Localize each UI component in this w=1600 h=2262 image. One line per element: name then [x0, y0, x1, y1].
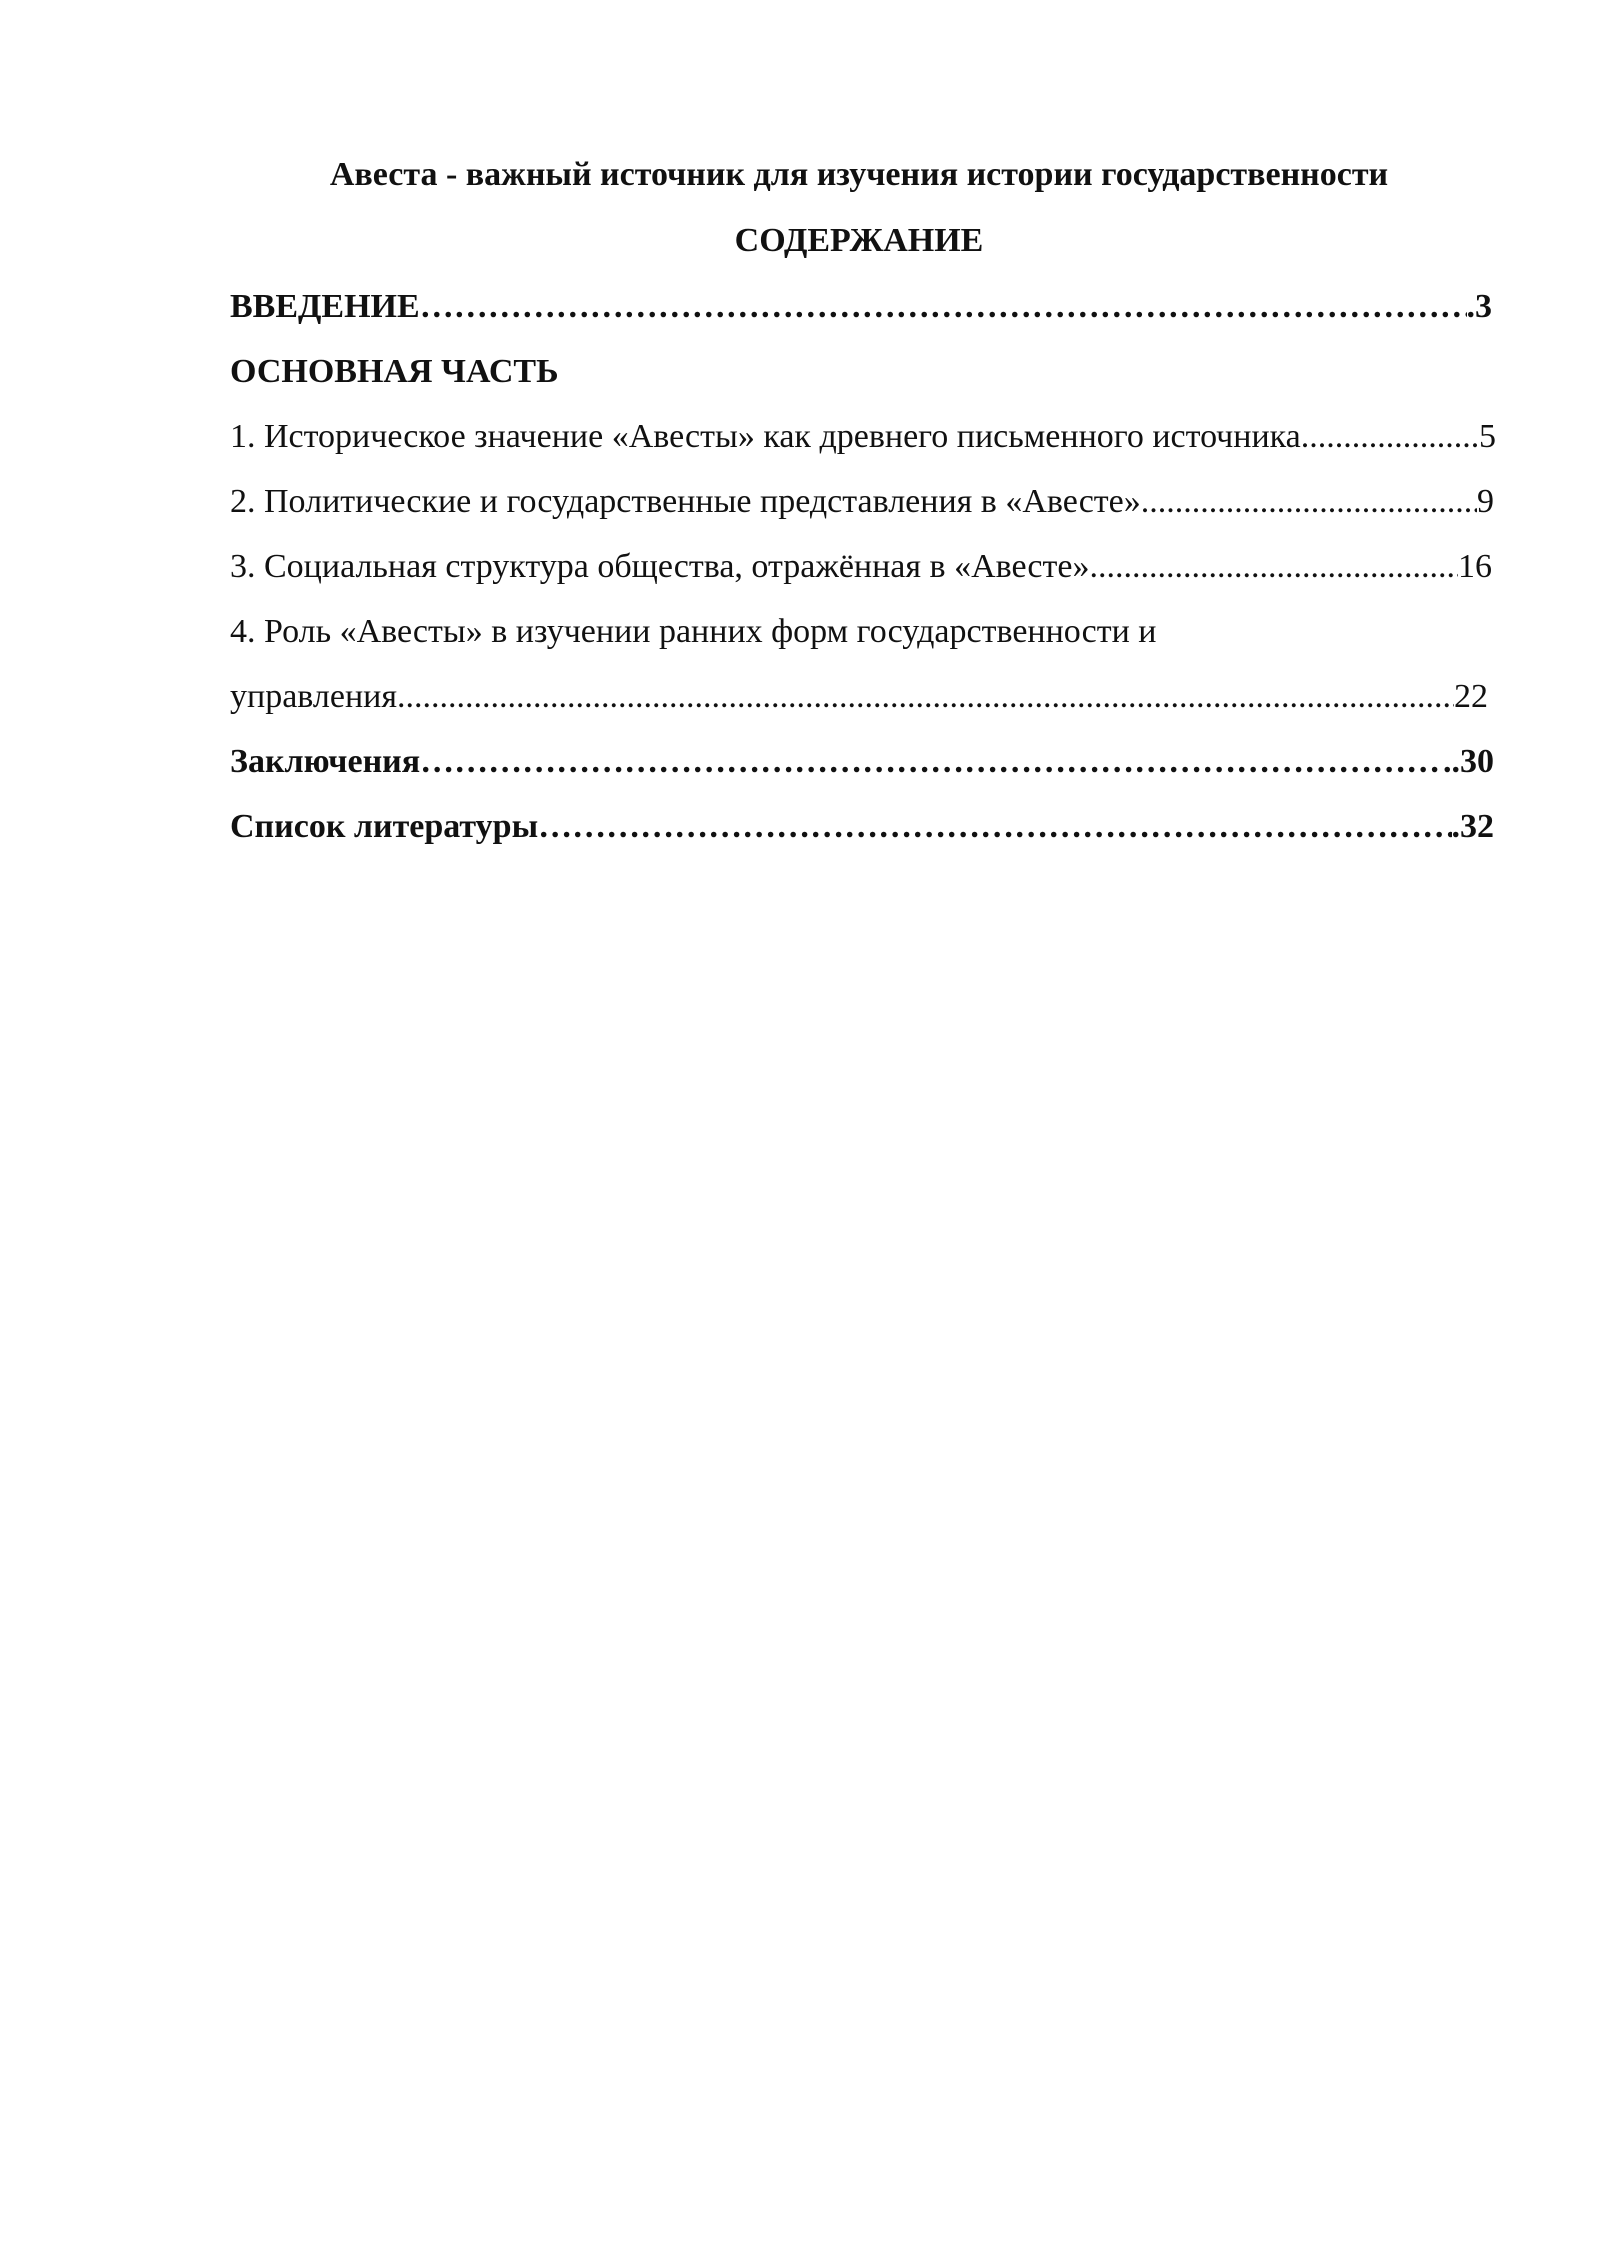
- toc-entry-label: 1. Историческое значение «Авесты» как древнего письменного источника: [230, 418, 1301, 455]
- toc-leader-dots: [1141, 479, 1477, 525]
- toc-entry-main-part[interactable]: [230, 349, 1496, 414]
- toc-entry-label: Заключения: [230, 743, 421, 780]
- toc-entry-label: ВВЕДЕНИЕ: [230, 288, 420, 325]
- toc-entry-section-4[interactable]: [230, 609, 1496, 674]
- toc-entry-page: 5: [1479, 418, 1496, 455]
- toc-entry-bibliography[interactable]: [230, 804, 1494, 869]
- toc-leader-dots: [420, 739, 1443, 785]
- toc-entry-label: ОСНОВНАЯ ЧАСТЬ: [230, 353, 559, 390]
- toc-heading: СОДЕРЖАНИЕ: [734, 222, 984, 259]
- toc-entry-label: 3. Социальная структура общества, отражённая в «Авесте»: [230, 548, 1090, 585]
- toc-entry-page: 9: [1477, 483, 1494, 520]
- toc-entry-label: 2. Политические и государственные представления в «Авесте»: [230, 483, 1141, 520]
- toc-leader-dots: [397, 674, 1454, 720]
- toc-entry-introduction[interactable]: [230, 284, 1492, 349]
- toc-leader-dots: [1089, 544, 1458, 590]
- toc-entry-page: ..30: [1443, 743, 1494, 780]
- document-title: Авеста - важный источник для изучения истории государственности: [329, 156, 1389, 193]
- table-of-contents: [230, 284, 1496, 869]
- toc-leader-dots: [420, 284, 1467, 330]
- toc-entry-section-1[interactable]: [230, 414, 1496, 479]
- toc-entry-page: 16: [1458, 548, 1492, 585]
- toc-entry-label: Список литературы: [230, 808, 539, 845]
- toc-entry-label: 4. Роль «Авесты» в изучении ранних форм государственности и: [230, 613, 1157, 650]
- toc-leader-dots: [1301, 414, 1479, 460]
- toc-entry-section-3[interactable]: [230, 544, 1492, 609]
- toc-entry-page: 22: [1454, 678, 1488, 715]
- toc-leader-dots: [538, 804, 1451, 850]
- toc-entry-conclusions[interactable]: [230, 739, 1494, 804]
- toc-entry-page: .3: [1466, 288, 1492, 325]
- toc-entry-page: .32: [1451, 808, 1494, 845]
- toc-entry-section-4-continued[interactable]: [230, 674, 1488, 739]
- toc-entry-section-2[interactable]: [230, 479, 1494, 544]
- toc-entry-label: управления: [230, 678, 397, 715]
